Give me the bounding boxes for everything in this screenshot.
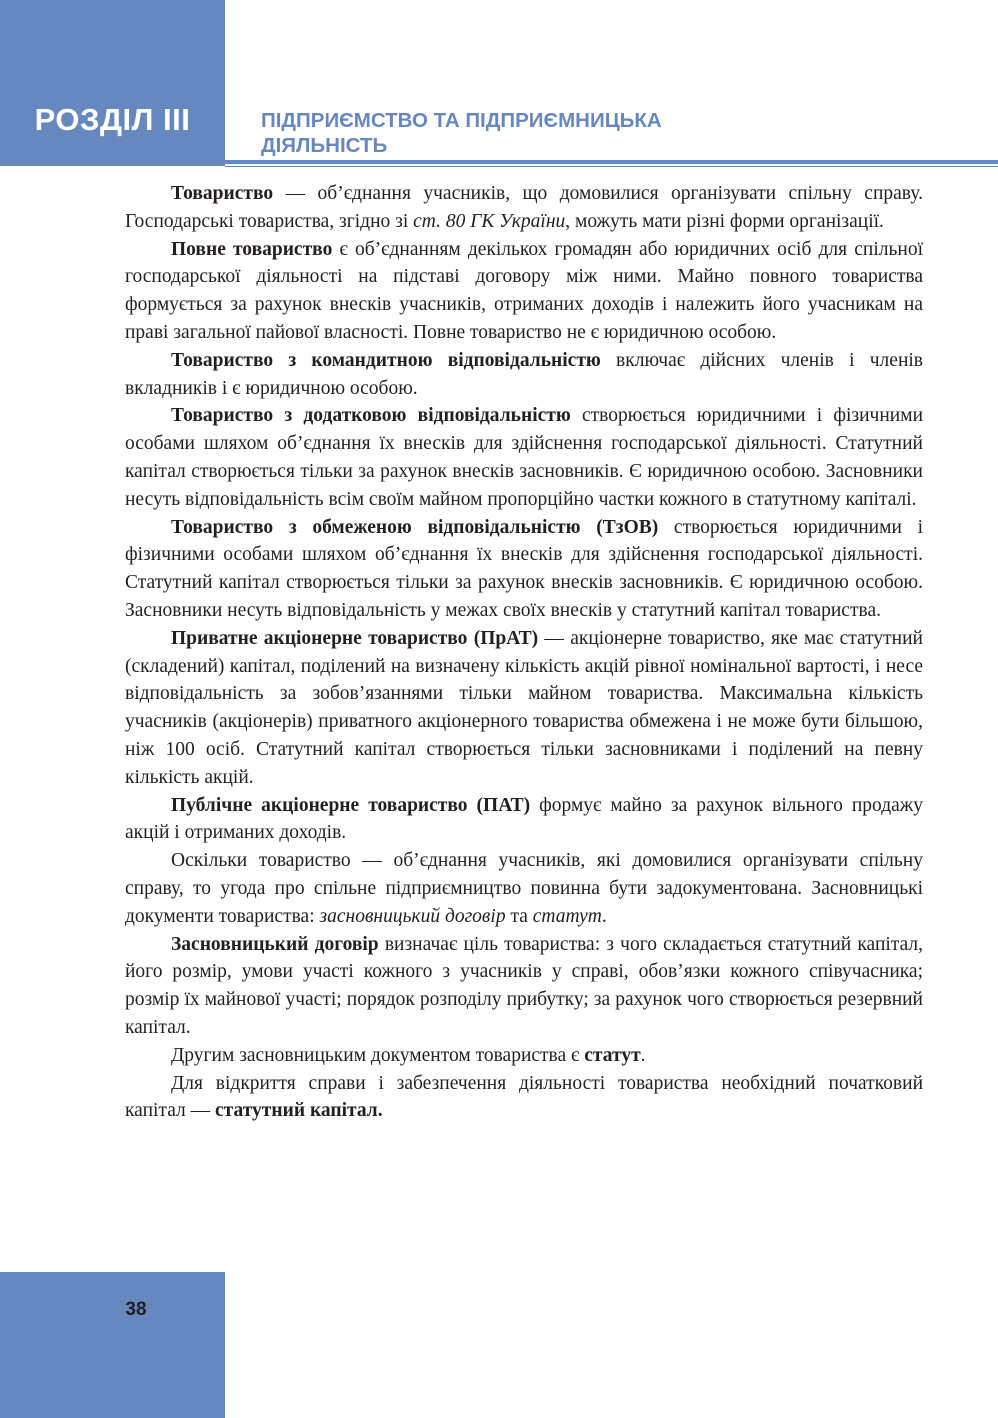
body-text <box>125 180 923 1125</box>
paragraph-komandytne: Товариство з командитною відповідальністю включає дійсних членів і членів вкладників і є юридичною особою. <box>125 349 923 399</box>
paragraph-tovarystvo: Товариство — об’єднання учасників, що домовилися організувати спільну справу. Господарські товариства, згідно зі ст. 80 ГК України, можуть мати різні форми організації. <box>125 183 923 232</box>
term-founding-agreement-italic: засновницький договір <box>319 905 506 927</box>
section-label: РОЗДІЛ ІІІ <box>34 102 191 137</box>
term-statute-italic: статут <box>532 905 602 927</box>
term-charter-capital: статутний капітал. <box>215 1100 383 1122</box>
term-povne-tovarystvo: Повне товариство <box>171 238 333 260</box>
header-rule-thick <box>225 160 998 164</box>
term-prat: Приватне акціонерне товариство (ПрАТ) <box>171 627 539 649</box>
paragraph-prat: Приватне акціонерне товариство (ПрАТ) — акціонерне товариство, яке має статутний (складений) капітал, поділений на визначену кількість акцій рівної номінальної вартості, і несе відповідальність за зобов’язаннями тільки майном товариства. Максимальна кількість учасників (акціонерів) приватного акціонерного товариства обмежена і не може бути більшою, ніж 100 осіб. Статутний капітал створюється тільки засновниками і поділений на певну кількість акцій. <box>125 627 923 788</box>
paragraph-charter-capital: Для відкриття справи і забезпечення діяльності товариства необхідний початковий капітал — статутний капітал. <box>125 1072 923 1122</box>
term-tdv: Товариство з додатковою відповідальністю <box>171 405 571 427</box>
term-tzov: Товариство з обмеженою відповідальністю (ТзОВ) <box>171 516 659 538</box>
chapter-title-line-2: ДІЯЛЬНІСТЬ <box>261 134 388 157</box>
header-color-block <box>0 0 225 166</box>
term-komandytne: Товариство з командитною відповідальністю <box>171 349 601 371</box>
paragraph-pat: Публічне акціонерне товариство (ПАТ) формує майно за рахунок вільного продажу акцій і отриманих доходів. <box>125 794 923 844</box>
header-rule-thin <box>225 166 998 167</box>
term-statute: статут <box>584 1044 641 1066</box>
paragraph-founding-agreement: Засновницький договір визначає ціль товариства: з чого складається статутний капітал, його розмір, умови участі кожного з учасників у справі, обов’язки кожного співучасника; розмір їх майнової участі; порядок розподілу прибутку; за рахунок чого створюється резервний капітал. <box>125 933 923 1038</box>
paragraph-founding-documents: Оскільки товариство — об’єднання учасників, які домовилися організувати спільну справу, то угода про спільне підприємництво повинна бути задокументована. Засновницькі документи товариства: засновницький договір та статут. <box>125 850 923 927</box>
paragraph-povne-tovarystvo: Повне товариство є об’єднанням декількох громадян або юридичних осіб для спільної господарської діяльності на підставі договору між ними. Майно повного товариства формується за рахунок внесків учасників, отриманих доходів і належить його учасникам на праві загальної пайової власності. Повне товариство не є юридичною особою. <box>125 238 924 343</box>
law-reference: ст. 80 ГК України <box>413 210 566 232</box>
paragraph-statute: Другим засновницьким документом товариства є статут. <box>171 1044 646 1066</box>
chapter-title <box>261 108 961 158</box>
term-pat: Публічне акціонерне товариство (ПАТ) <box>171 794 531 816</box>
term-tovarystvo: Товариство <box>171 183 274 204</box>
paragraph-tdv: Товариство з додатковою відповідальністю створюється юридичними і фізичними особами шляхом об’єднання їх внесків для здійснення господарської діяльності. Статутний капітал створюється тільки за рахунок внесків засновників. Є юридичною особою. Засновники несуть відповідальність всім своїм майном пропорційно частки кожного в статутному капіталі. <box>125 405 924 510</box>
chapter-title-line-1: ПІДПРИЄМСТВО ТА ПІДПРИЄМНИЦЬКА <box>261 109 662 132</box>
paragraph-tzov: Товариство з обмеженою відповідальністю (ТзОВ) створюється юридичними і фізичними особами шляхом об’єднання їх внесків для здійснення господарської діяльності. Статутний капітал створюється тільки за рахунок внесків засновників. Є юридичною особою. Засновники несуть відповідальність у межах своїх внесків у статутний капітал товариства. <box>125 516 923 621</box>
page-number: 38 <box>125 1299 147 1320</box>
footer-color-block <box>0 1272 225 1418</box>
term-founding-agreement: Засновницький договір <box>171 933 379 955</box>
